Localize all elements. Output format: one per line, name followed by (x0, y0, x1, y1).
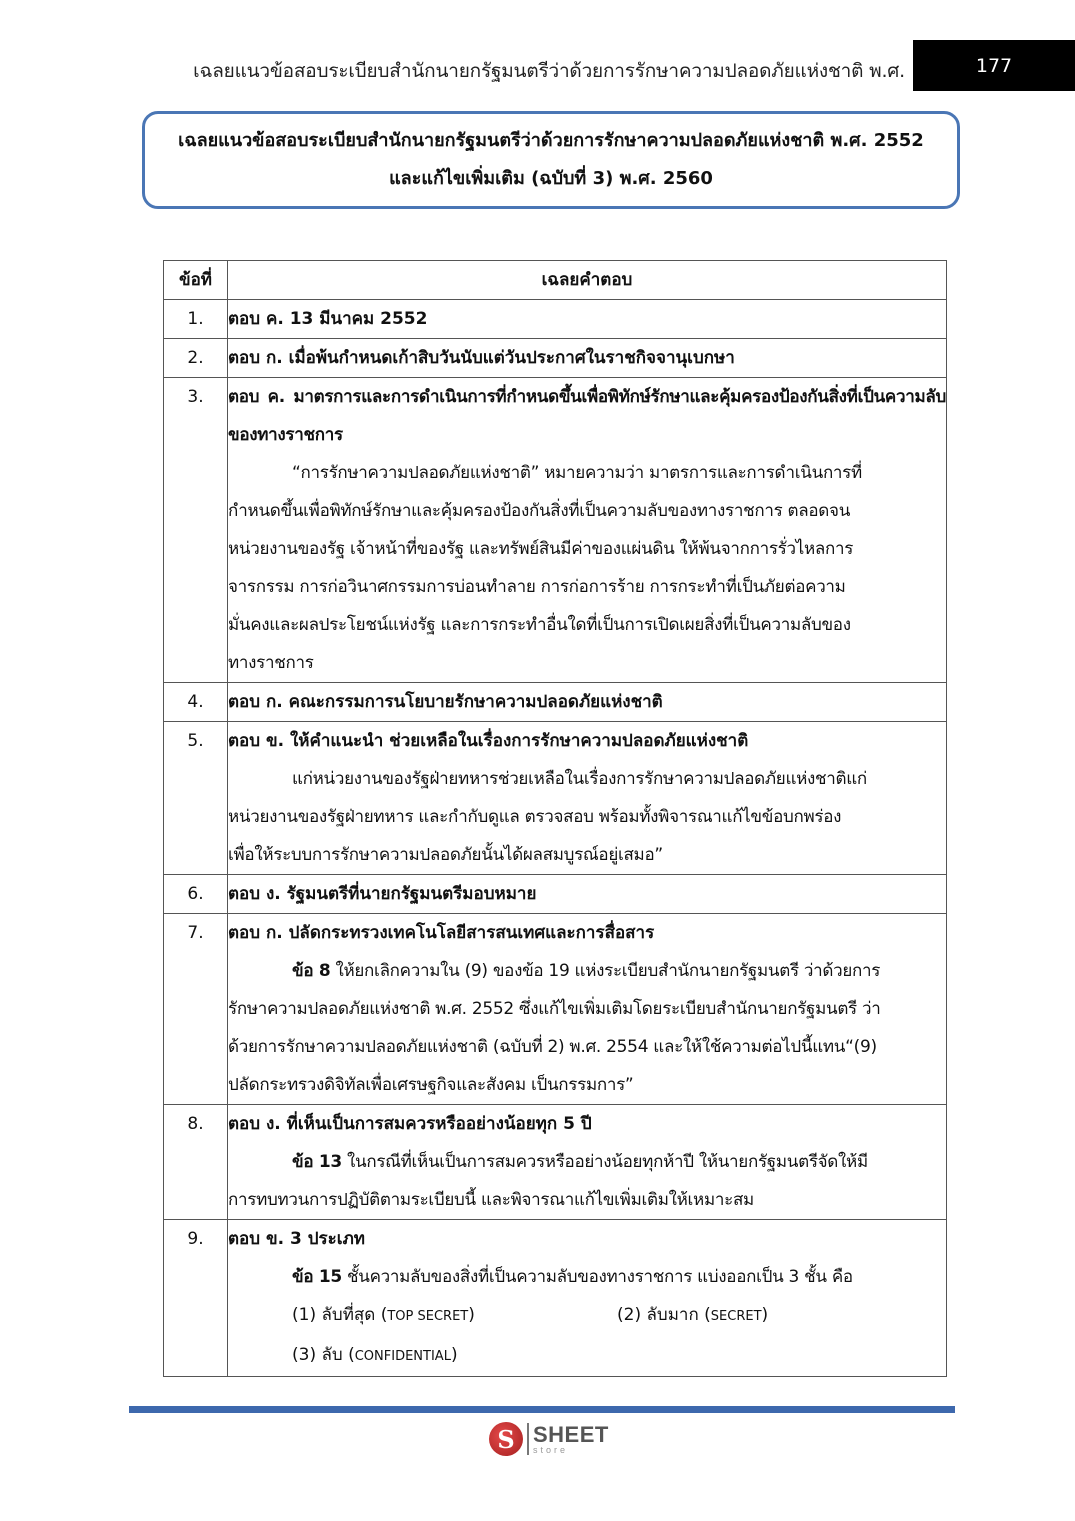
explanation-line: การทบทวนการปฏิบัติตามระเบียบนี้ และพิจารณาแก้ไขเพิ่มเติมให้เหมาะสม (228, 1190, 754, 1210)
footer-divider (129, 1406, 955, 1413)
logo-separator (527, 1423, 529, 1455)
explanation-line: กำหนดขึ้นเพื่อพิทักษ์รักษาและคุ้มครองป้องกันสิ่งที่เป็นความลับของทางราชการ ตลอดจน (228, 501, 851, 521)
explanation-line (228, 952, 946, 990)
explanation-line: “การรักษาความปลอดภัยแห่งชาติ” หมายความว่า มาตรการและการดำเนินการที่ (292, 463, 862, 483)
answer-text: ตอบ ง. รัฐมนตรีที่นายกรัฐมนตรีมอบหมาย (228, 884, 537, 904)
explanation-line: เพื่อให้ระบบการรักษาความปลอดภัยนั้นได้ผลสมบูรณ์อยู่เสมอ” (228, 845, 663, 865)
explanation-line (228, 1143, 946, 1181)
answer-text: ตอบ ข. 3 ประเภท (228, 1229, 365, 1249)
table-row (164, 875, 947, 914)
column-header-no: ข้อที่ (164, 261, 228, 300)
row-number: 7. (164, 914, 228, 1105)
table-row (164, 339, 947, 378)
table-row (164, 683, 947, 722)
classification-level: (1) ลับที่สุด (TOP SECRET) (292, 1305, 475, 1325)
row-number: 1. (164, 300, 228, 339)
logo-wordmark: SHEET (533, 1421, 609, 1447)
page-number: 177 (913, 40, 1075, 91)
explanation-line: หน่วยงานของรัฐ เจ้าหน้าที่ของรัฐ และทรัพย์สินมีค่าของแผ่นดิน ให้พ้นจากการรั่วไหลการ (228, 539, 854, 559)
answer-text: ตอบ ก. ปลัดกระทรวงเทคโนโลยีสารสนเทศและการสื่อสาร (228, 923, 655, 943)
explanation-line: ด้วยการรักษาความปลอดภัยแห่งชาติ (ฉบับที่ 2) พ.ศ. 2554 และให้ใช้ความต่อไปนี้แทน“(9) (228, 1037, 877, 1057)
row-number: 3. (164, 378, 228, 683)
answer-text: ตอบ ง. ที่เห็นเป็นการสมควรหรืออย่างน้อยทุก 5 ปี (228, 1114, 592, 1134)
section-title-line-1: เฉลยแนวข้อสอบระเบียบสำนักนายกรัฐมนตรีว่าด้วยการรักษาความปลอดภัยแห่งชาติ พ.ศ. 2552 (178, 130, 924, 151)
explanation-line: จารกรรม การก่อวินาศกรรมการบ่อนทำลาย การก่อการร้าย การกระทำที่เป็นภัยต่อความ (228, 577, 846, 597)
answer-text: ตอบ ข. ให้คำแนะนำ ช่วยเหลือในเรื่องการรักษาความปลอดภัยแห่งชาติ (228, 731, 749, 751)
row-number: 2. (164, 339, 228, 378)
row-number: 9. (164, 1220, 228, 1377)
sheet-store-logo (489, 1419, 609, 1459)
table-row (164, 1220, 947, 1377)
explanation-line: รักษาความปลอดภัยแห่งชาติ พ.ศ. 2552 ซึ่งแก้ไขเพิ่มเติมโดยระเบียบสำนักนายกรัฐมนตรี ว่า (228, 999, 881, 1019)
clause-label: ข้อ 15 (292, 1267, 342, 1287)
classification-levels (228, 1296, 946, 1336)
explanation-line: ทางราชการ (228, 653, 314, 673)
logo-s-icon: S (489, 1422, 523, 1456)
row-number: 4. (164, 683, 228, 722)
table-row (164, 722, 947, 875)
row-number: 5. (164, 722, 228, 875)
clause-text: ชั้นความลับของสิ่งที่เป็นความลับของทางราชการ แบ่งออกเป็น 3 ชั้น คือ (341, 1267, 853, 1287)
explanation-line: มั่นคงและผลประโยชน์แห่งรัฐ และการกระทำอื่นใดที่เป็นการเปิดเผยสิ่งที่เป็นความลับของ (228, 615, 851, 635)
answer-text: ตอบ ค. มาตรการและการดำเนินการที่กำหนดขึ้นเพื่อพิทักษ์รักษาและคุ้มครองป้องกันสิ่งที่เป็นความลับของทางราชการ (228, 387, 946, 445)
logo-subtext: store (533, 1444, 569, 1455)
clause-text: ในกรณีที่เห็นเป็นการสมควรหรืออย่างน้อยทุกห้าปี ให้นายกรัฐมนตรีจัดให้มี (341, 1152, 868, 1172)
clause-label: ข้อ 8 (292, 961, 331, 981)
explanation-line: ปลัดกระทรวงดิจิทัลเพื่อเศรษฐกิจและสังคม เป็นกรรมการ” (228, 1075, 634, 1095)
answer-table (163, 260, 947, 1377)
table-row (164, 914, 947, 1105)
row-number: 8. (164, 1105, 228, 1220)
answer-text: ตอบ ก. เมื่อพ้นกำหนดเก้าสิบวันนับแต่วันประกาศในราชกิจจานุเบกษา (228, 348, 735, 368)
clause-text: ให้ยกเลิกความใน (9) ของข้อ 19 แห่งระเบียบสำนักนายกรัฐมนตรี ว่าด้วยการ (330, 961, 881, 981)
answer-text: ตอบ ค. 13 มีนาคม 2552 (228, 309, 428, 329)
running-header-title: เฉลยแนวข้อสอบระเบียบสำนักนายกรัฐมนตรีว่าด้วยการรักษาความปลอดภัยแห่งชาติ พ.ศ. (193, 60, 905, 82)
classification-level: (3) ลับ (CONFIDENTIAL) (292, 1345, 458, 1365)
column-header-answer: เฉลยคำตอบ (228, 261, 947, 300)
table-header-row (164, 261, 947, 300)
section-title-box (142, 111, 960, 209)
clause-label: ข้อ 13 (292, 1152, 342, 1172)
answer-text: ตอบ ก. คณะกรรมการนโยบายรักษาความปลอดภัยแห่งชาติ (228, 692, 663, 712)
table-row (164, 300, 947, 339)
row-number: 6. (164, 875, 228, 914)
explanation-line (228, 1258, 946, 1296)
explanation-line: แก่หน่วยงานของรัฐฝ่ายทหารช่วยเหลือในเรื่องการรักษาความปลอดภัยแห่งชาติแก่ (292, 769, 867, 789)
explanation-line: หน่วยงานของรัฐฝ่ายทหาร และกำกับดูแล ตรวจสอบ พร้อมทั้งพิจารณาแก้ไขข้อบกพร่อง (228, 807, 842, 827)
classification-level: (2) ลับมาก (SECRET) (617, 1305, 769, 1325)
section-title-line-2: และแก้ไขเพิ่มเติม (ฉบับที่ 3) พ.ศ. 2560 (389, 168, 713, 189)
table-row (164, 1105, 947, 1220)
table-row (164, 378, 947, 683)
